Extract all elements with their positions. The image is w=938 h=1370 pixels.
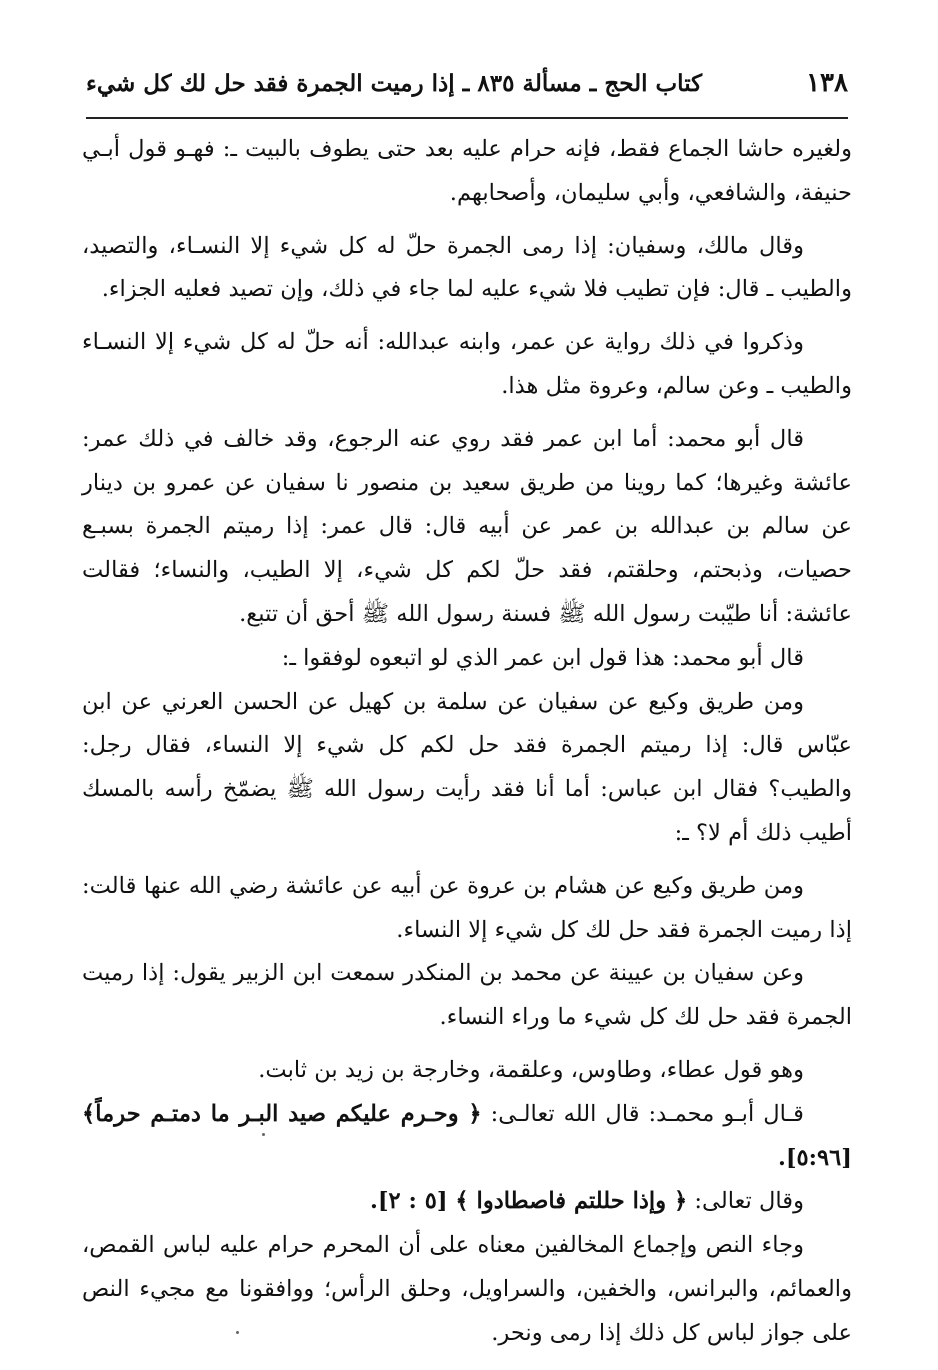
scan-speck: [236, 1331, 239, 1334]
paragraph: وعن سفيان بن عيينة عن محمد بن المنكدر سمعت ابن الزبير يقول: إذا رميت الجمرة فقد حل لك كل شيء ما وراء النساء.: [82, 960, 852, 1031]
body-text: [82, 128, 852, 1356]
paragraph: ومن طريق وكيع عن هشام بن عروة عن أبيه عن عائشة رضي الله عنها قالت: إذا رميت الجمرة فقد حل لك كل شيء إلا النساء.: [82, 872, 852, 943]
paragraph: ومن طريق وكيع عن سفيان عن سلمة بن كهيل عن الحسن العرني عن ابن عبّاس قال: إذا رميتم الجمرة فقد حل لكم كل شيء إلا النساء، فقال رجل: والطيب؟ فقال ابن عباس: أما أنا فقد رأيت رسول الله ﷺ يضمّخ رأسه بالمسك أطيب ذلك أم لا؟ ـ:: [82, 688, 852, 846]
page-number: ١٣٨: [806, 68, 848, 98]
quran-citation-paragraph: [82, 1180, 852, 1224]
paragraph: وذكروا في ذلك رواية عن عمر، وابنه عبدالله: أنه حلّ له كل شيء إلا النسـاء والطيب ـ وعن سالم، وعروة مثل هذا.: [82, 329, 852, 399]
paragraph: وجاء النص وإجماع المخالفين معناه على أن المحرم حرام عليه لباس القمص، والعمائم، والبرانس، والخفين، والسراويل، وحلق الرأس؛ ووافقونا مع مجيء النص على جواز لباس كل ذلك إذا رمى ونحر.: [82, 1232, 852, 1346]
paragraph: وقال مالك، وسفيان: إذا رمى الجمرة حلّ له كل شيء إلا النسـاء، والتصيد، والطيب ـ قال: فإن تطيب فلا شيء عليه لما جاء في ذلك، وإن تصيد فعليه الجزاء.: [82, 232, 852, 303]
header-rule: [86, 117, 848, 119]
paragraph: ولغيره حاشا الجماع فقط، فإنه حرام عليه بعد حتى يطوف بالبيت ـ: فهـو قول أبـي حنيفة، والشافعي، وأبي سليمان، وأصحابهم.: [82, 136, 852, 206]
citation-lead: قـال أبـو محمـد: قال الله تعالـى:: [481, 1100, 804, 1127]
quran-verse: ﴿ وحـرم عليكم صيد البـر ما دمتـم حرماً﴾ [٥:٩٦].: [82, 1100, 852, 1171]
citation-lead: وقال تعالى:: [687, 1188, 804, 1215]
paragraph: قال أبو محمد: أما ابن عمر فقد روي عنه الرجوع، وقد خالف في ذلك عمر: عائشة وغيرها؛ كما روينا من طريق سعيد بن منصور نا سفيان عن عمرو بن دينار عن سالم بن عبدالله بن عمر عن أبيه قال: قال عمر: إذا رميتم الجمرة بسبـع حصيات، وذبحتم، وحلقتم، فقد حلّ لكم كل شيء، إلا الطيب، والنساء؛ فقالت عائشة: أنا طيّبت رسول الله ﷺ فسنة رسول الله ﷺ أحق أن تتبع.: [82, 425, 852, 627]
paragraph: وهو قول عطاء، وطاوس، وعلقمة، وخارجة بن زيد بن ثابت.: [258, 1056, 804, 1083]
scan-speck: [262, 1133, 265, 1136]
running-title: كتاب الحج ـ مسألة ٨٣٥ ـ إذا رميت الجمرة فقد حل لك كل شيء: [86, 70, 703, 97]
page-header: [86, 66, 848, 110]
paragraph: قال أبو محمد: هذا قول ابن عمر الذي لو اتبعوه لوفقوا ـ:: [281, 644, 804, 671]
quran-verse: ﴿ وإذا حللتم فاصطادوا ﴾ [٥ : ٢].: [369, 1188, 688, 1215]
quran-citation-paragraph: [82, 1093, 852, 1181]
